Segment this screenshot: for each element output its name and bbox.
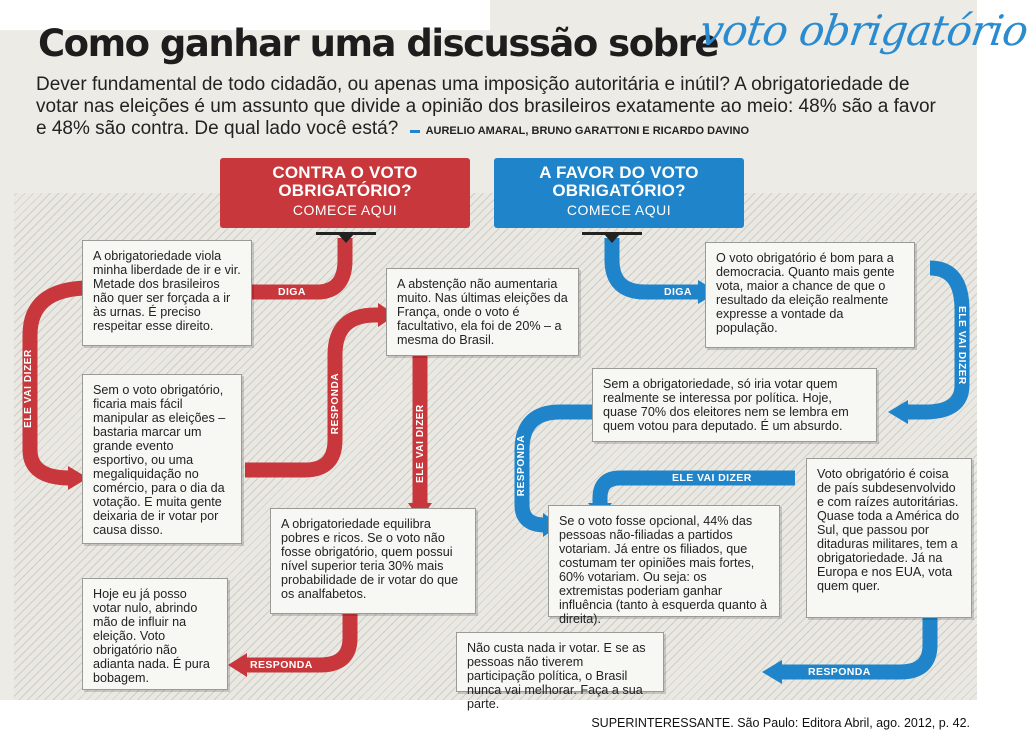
- authors-text: AURELIO AMARAL, BRUNO GARATTONI E RICARDO DAVINO: [425, 125, 750, 137]
- afavor-label-diga: DIGA: [664, 286, 692, 298]
- page-title: Como ganhar uma discussão sobre: [38, 22, 718, 65]
- afavor-question: A FAVOR DO VOTO OBRIGATÓRIO?: [539, 163, 699, 200]
- afavor-header: [494, 158, 744, 228]
- contra-box-1: A obrigatoriedade viola minha liberdade de ir e vir. Metade dos brasileiros não quer ser forçada a ir às urnas. É preciso respeitar esse direito.: [82, 240, 252, 346]
- contra-question: CONTRA O VOTO OBRIGATÓRIO?: [272, 163, 418, 200]
- afavor-start-marker: [604, 234, 620, 243]
- afavor-label-ele-vai-dizer-1: ELE VAI DIZER: [955, 306, 967, 385]
- afavor-label-responda-1: RESPONDA: [516, 434, 528, 497]
- afavor-label-responda-2: RESPONDA: [808, 666, 871, 678]
- contra-box-2: Sem o voto obrigatório, ficaria mais fácil manipular as eleições – bastaria marcar um grande evento esportivo, ou uma megaliquidação no comércio, para o dia da votação. E muita gente deixaria de ir votar por causa disso.: [82, 374, 242, 544]
- title-script: voto obrigatório: [696, 6, 1031, 55]
- contra-start: COMECE AQUI: [292, 202, 398, 218]
- source-credit: SUPERINTERESSANTE. São Paulo: Editora Abril, ago. 2012, p. 42.: [591, 716, 970, 730]
- contra-header: [220, 158, 470, 228]
- afavor-label-ele-vai-dizer-2: ELE VAI DIZER: [672, 472, 752, 484]
- afavor-box-2: Sem a obrigatoriedade, só iria votar quem realmente se interessa por política. Hoje, quase 70% dos eleitores nem se lembra em quem votou para deputado. É um absurdo.: [592, 368, 877, 442]
- contra-box-5: Hoje eu já posso votar nulo, abrindo mão de influir na eleição. Voto obrigatório não adianta nada. É pura bobagem.: [82, 578, 228, 690]
- afavor-box-4: Voto obrigatório é coisa de país subdesenvolvido e com raízes autoritárias. Quase toda a América do Sul, que passou por ditaduras militares, tem a obrigatoriedade. Já na Europa e nos EUA, vota quem quer.: [806, 458, 972, 618]
- contra-label-responda-2: RESPONDA: [250, 659, 313, 671]
- contra-label-responda-1: RESPONDA: [330, 372, 342, 435]
- blue-arrowhead-2: [888, 400, 908, 424]
- blue-arrow-diga: [612, 238, 700, 292]
- intro-text: Dever fundamental de todo cidadão, ou apenas uma imposição autoritária e inútil? A obrigatoriedade de votar nas eleições é um assunto que divide a opinião dos brasileiros exatamente ao meio: 48% são a favor e 48% são contra. De qual lado você está?: [36, 74, 936, 139]
- contra-box-4: A obrigatoriedade equilibra pobres e ricos. Se o voto não fosse obrigatório, quem possui nível superior teria 30% mais probabilidade de ir votar do que os analfabetos.: [270, 508, 476, 614]
- contra-label-diga: DIGA: [278, 286, 306, 298]
- red-arrow-ele-vai-dizer-1: [30, 288, 85, 478]
- red-arrow-responda-2: [245, 612, 350, 665]
- afavor-box-1: O voto obrigatório é bom para a democracia. Quanto mais gente vota, maior a chance de que o resultado da eleição realmente expresse a vontade da população.: [705, 242, 915, 348]
- afavor-box-5: Não custa nada ir votar. E se as pessoas não tiverem participação política, o Brasil nunca vai melhorar. Faça a sua parte.: [456, 632, 664, 692]
- blue-arrowhead-5: [762, 660, 782, 684]
- afavor-box-3: Se o voto fosse opcional, 44% das pessoas não-filiadas a partidos votariam. Já entre os filiados, que costumam ter opiniões mais fortes, 60% votariam. Ou seja: os extremistas poderiam ganhar influência (tanto à esquerda quanto à direita).: [548, 505, 780, 617]
- contra-box-3: A abstenção não aumentaria muito. Nas últimas eleições da França, onde o voto é facultativo, ela foi de 20% – a mesma do Brasil.: [386, 268, 579, 356]
- contra-label-ele-vai-dizer-1: ELE VAI DIZER: [22, 349, 34, 428]
- red-arrowhead-5: [228, 653, 247, 677]
- red-arrow-diga: [250, 238, 345, 292]
- red-arrow-responda-1: [245, 315, 380, 470]
- contra-start-marker: [338, 234, 354, 243]
- afavor-start: COMECE AQUI: [566, 202, 672, 218]
- blue-arrow-responda-2: [780, 618, 930, 672]
- contra-label-ele-vai-dizer-2: ELE VAI DIZER: [414, 404, 426, 483]
